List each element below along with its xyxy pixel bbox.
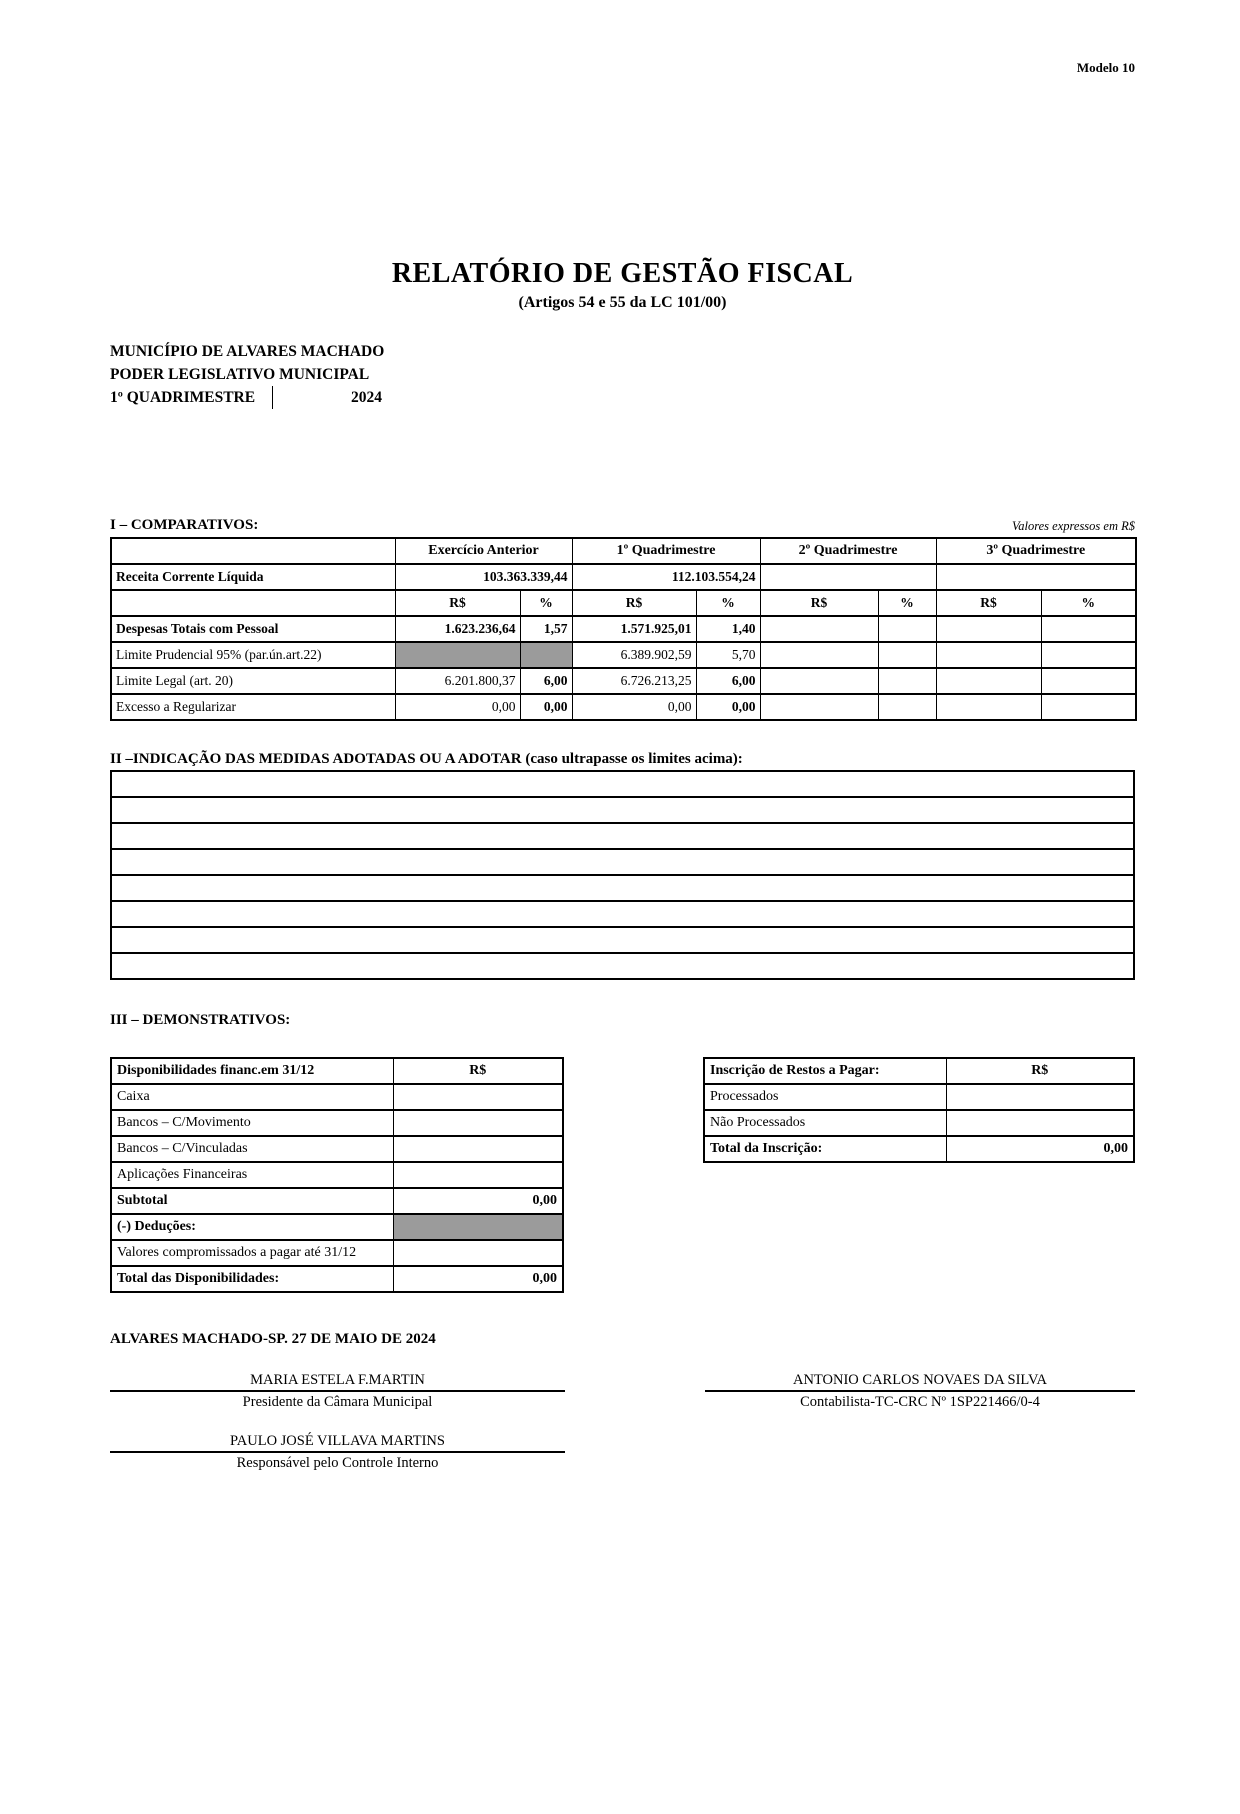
empty-row [111,797,1134,823]
restos-a-pagar-table [703,1057,1135,1163]
ea-pct-value-blocked [520,642,572,668]
q2-rs-header: R$ [760,590,878,616]
model-label: Modelo 10 [1076,60,1135,75]
row-label: Aplicações Financeiras [111,1162,393,1188]
empty-cell [111,797,1134,823]
empty-row [111,823,1134,849]
comparativos-column-header-row [111,538,1136,564]
disponibilidades-table [110,1057,564,1293]
q1-rs-value: 6.389.902,59 [572,642,696,668]
ea-pct-value: 6,00 [520,668,572,694]
empty-cell [111,927,1134,953]
q1-pct-value: 0,00 [696,694,760,720]
report-page [110,60,1135,1472]
q2-pct-value [878,694,936,720]
q3-rs-value [936,642,1041,668]
row-bancos-vinculadas [111,1136,563,1162]
col-2-quadrimestre: 2º Quadrimestre [760,538,936,564]
row-label: Total das Disponibilidades: [111,1266,393,1292]
row-total-inscricao [704,1136,1134,1162]
row-deducoes [111,1214,563,1240]
signature-role: Responsável pelo Controle Interno [236,1455,439,1471]
subheader-row [111,590,1136,616]
q2-rs-value [760,616,878,642]
q3-pct-header: % [1041,590,1136,616]
row-label: Despesas Totais com Pessoal [111,616,395,642]
empty-row [111,953,1134,979]
rcl-q2 [760,564,936,590]
rcl-row [111,564,1136,590]
restos-header-row [704,1058,1134,1084]
q1-rs-value: 6.726.213,25 [572,668,696,694]
empty-row [111,901,1134,927]
row-nao-processados [704,1110,1134,1136]
empty-row [111,927,1134,953]
legislative-branch: PODER LEGISLATIVO MUNICIPAL [110,366,370,383]
period-label: 1º QUADRIMESTRE [110,386,273,409]
period-year: 2024 [351,389,382,406]
row-value [393,1240,563,1266]
ea-rs-value-blocked [395,642,520,668]
row-limite-legal [111,668,1136,694]
empty-row [111,849,1134,875]
empty-cell [111,901,1134,927]
section1-heading: I – COMPARATIVOS: [110,517,259,533]
col-exercicio-anterior: Exercício Anterior [395,538,572,564]
row-label: Limite Legal (art. 20) [111,668,395,694]
row-value: 0,00 [393,1188,563,1214]
q2-rs-value [760,668,878,694]
date-line: ALVARES MACHADO-SP. 27 DE MAIO DE 2024 [110,1331,436,1347]
q1-pct-value: 1,40 [696,616,760,642]
row-label: (-) Deduções: [111,1214,393,1240]
empty-cell [111,771,1134,797]
q1-pct-header: % [696,590,760,616]
row-value [393,1162,563,1188]
entity-block [110,340,1135,409]
q3-pct-value [1041,616,1136,642]
row-caixa [111,1084,563,1110]
q1-rs-value: 0,00 [572,694,696,720]
signature-accountant [705,1372,1135,1411]
row-excesso-regularizar [111,694,1136,720]
row-label: Bancos – C/Movimento [111,1110,393,1136]
signature-row-2 [110,1433,1135,1472]
q3-rs-value [936,668,1041,694]
row-label: Caixa [111,1084,393,1110]
row-value: 0,00 [393,1266,563,1292]
row-label: Processados [704,1084,946,1110]
col-1-quadrimestre: 1º Quadrimestre [572,538,760,564]
empty-cell [111,875,1134,901]
ea-rs-value: 1.623.236,64 [395,616,520,642]
row-despesas-pessoal [111,616,1136,642]
medidas-empty-table [110,770,1135,980]
section1-header-row [110,517,1135,534]
signature-role: Contabilista-TC-CRC Nº 1SP221466/0-4 [800,1394,1040,1410]
rcl-q1: 112.103.554,24 [572,564,760,590]
report-subtitle: (Artigos 54 e 55 da LC 101/00) [518,294,727,311]
empty-row [111,771,1134,797]
ea-rs-value: 0,00 [395,694,520,720]
row-aplicacoes [111,1162,563,1188]
q2-rs-value [760,694,878,720]
q3-pct-value [1041,694,1136,720]
q2-pct-value [878,616,936,642]
subheader-empty-cell [111,590,395,616]
ea-rs-header: R$ [395,590,520,616]
signature-internal-control [110,1433,565,1472]
q1-pct-value: 5,70 [696,642,760,668]
demonstrativos-tables [110,1057,1135,1293]
rcl-exercicio-anterior: 103.363.339,44 [395,564,572,590]
row-processados [704,1084,1134,1110]
row-label: Subtotal [111,1188,393,1214]
q3-rs-value [936,694,1041,720]
section3-heading: III – DEMONSTRATIVOS: [110,1012,291,1028]
ea-pct-value: 0,00 [520,694,572,720]
disponibilidades-header-label: Disponibilidades financ.em 31/12 [111,1058,393,1084]
empty-cell [111,849,1134,875]
row-label: Excesso a Regularizar [111,694,395,720]
col-3-quadrimestre: 3º Quadrimestre [936,538,1136,564]
row-label: Não Processados [704,1110,946,1136]
row-value-blocked [393,1214,563,1240]
signature-name: ANTONIO CARLOS NOVAES DA SILVA [705,1372,1135,1392]
signature-name: MARIA ESTELA F.MARTIN [110,1372,565,1392]
row-value [393,1136,563,1162]
q3-pct-value [1041,642,1136,668]
q3-rs-header: R$ [936,590,1041,616]
ea-rs-value: 6.201.800,37 [395,668,520,694]
ea-pct-value: 1,57 [520,616,572,642]
empty-cell [111,953,1134,979]
row-bancos-movimento [111,1110,563,1136]
row-label: Bancos – C/Vinculadas [111,1136,393,1162]
report-title: RELATÓRIO DE GESTÃO FISCAL [391,258,854,289]
disponibilidades-header-row [111,1058,563,1084]
period-line [110,386,1135,409]
q1-rs-header: R$ [572,590,696,616]
row-value [393,1110,563,1136]
row-label: Total da Inscrição: [704,1136,946,1162]
currency-note: Valores expressos em R$ [1011,519,1135,533]
rcl-label: Receita Corrente Líquida [111,564,395,590]
q1-pct-value: 6,00 [696,668,760,694]
row-limite-prudencial [111,642,1136,668]
comparativos-table [110,537,1137,721]
empty-row [111,875,1134,901]
q2-rs-value [760,642,878,668]
q2-pct-header: % [878,590,936,616]
restos-header-label: Inscrição de Restos a Pagar: [704,1058,946,1084]
signature-row-1 [110,1372,1135,1411]
ea-pct-header: % [520,590,572,616]
q1-rs-value: 1.571.925,01 [572,616,696,642]
row-valores-compromissados [111,1240,563,1266]
rcl-q3 [936,564,1136,590]
empty-corner-cell [111,538,395,564]
municipality-name: MUNICÍPIO DE ALVARES MACHADO [110,343,385,360]
section2-heading: II –INDICAÇÃO DAS MEDIDAS ADOTADAS OU A ADOTAR (caso ultrapasse os limites acima): [110,751,743,767]
row-total-disponibilidades [111,1266,563,1292]
row-subtotal [111,1188,563,1214]
q3-rs-value [936,616,1041,642]
q2-pct-value [878,642,936,668]
q2-pct-value [878,668,936,694]
signature-name: PAULO JOSÉ VILLAVA MARTINS [110,1433,565,1453]
signature-role: Presidente da Câmara Municipal [242,1394,433,1410]
restos-header-currency: R$ [946,1058,1134,1084]
row-value [946,1084,1134,1110]
q3-pct-value [1041,668,1136,694]
empty-cell [111,823,1134,849]
row-label: Valores compromissados a pagar até 31/12 [111,1240,393,1266]
row-label: Limite Prudencial 95% (par.ún.art.22) [111,642,395,668]
row-value: 0,00 [946,1136,1134,1162]
row-value [946,1110,1134,1136]
signature-spacer [705,1433,1135,1472]
signature-president [110,1372,565,1411]
row-value [393,1084,563,1110]
disponibilidades-header-currency: R$ [393,1058,563,1084]
